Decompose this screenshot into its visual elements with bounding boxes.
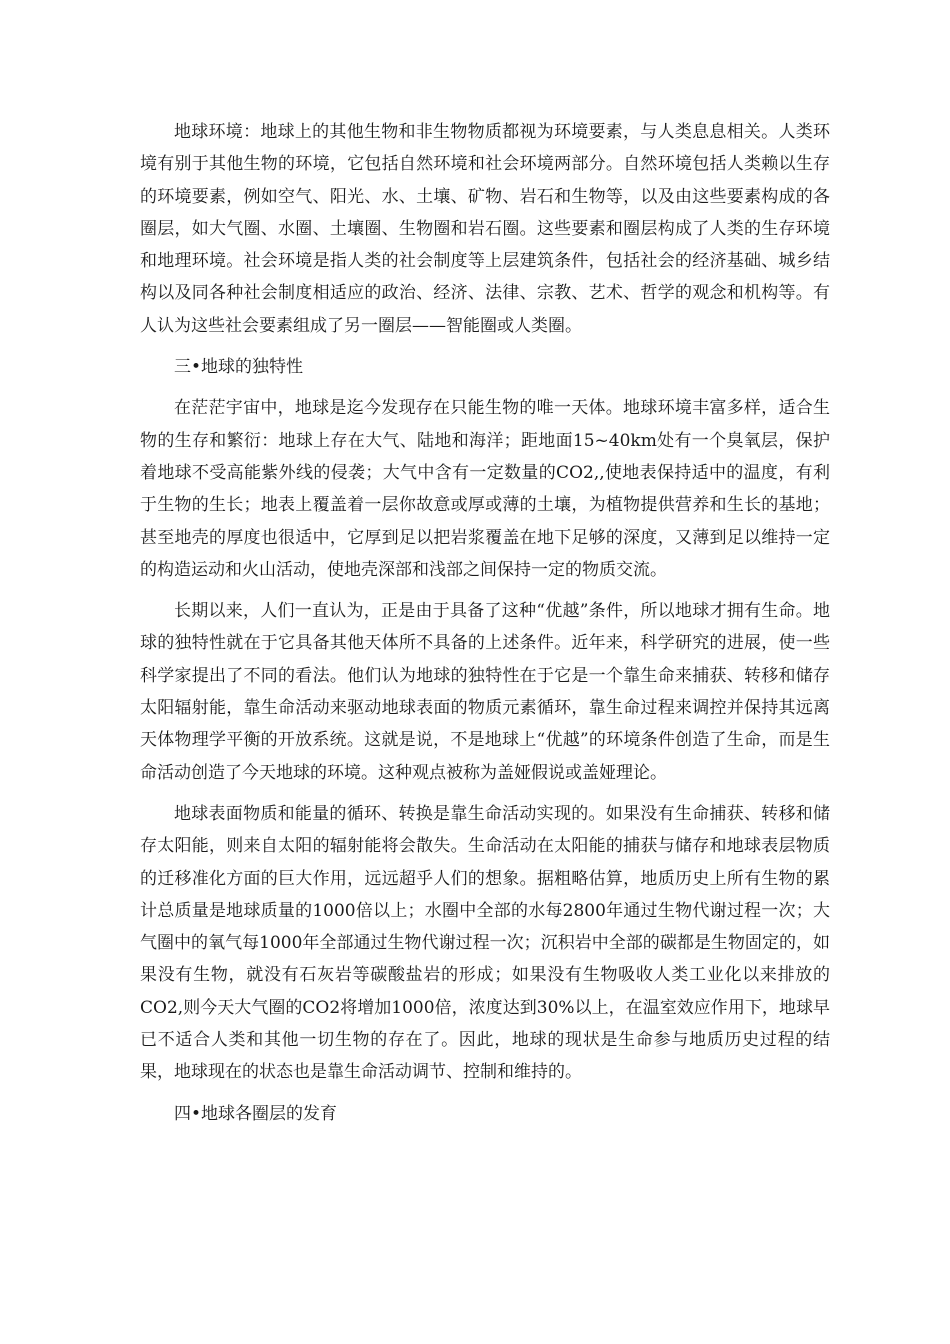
paragraph-earth-environment: 地球环境：地球上的其他生物和非生物物质都视为环境要素，与人类息息相关。人类环境有别于其他生物的环境，它包括自然环境和社会环境两部分。自然环境包括人类赖以生存的环境要素，例如空气、阳光、水、土壤、矿物、岩石和生物等，以及由这些要素构成的各圈层，如大气圈、水圈、土壤圈、生物圈和岩石圈。这些要素和圈层构成了人类的生存环境和地理环境。社会环境是指人类的社会制度等上层建筑条件，包括社会的经济基础、城乡结构以及同各种社会制度相适应的政治、经济、法律、宗教、艺术、哲学的观念和机构等。有人认为这些社会要素组成了另一圈层——智能圈或人类圈。 [140,122,830,336]
paragraph-life-activity: 地球表面物质和能量的循环、转换是靠生命活动实现的。如果没有生命捕获、转移和储存太阳能，则来自太阳的辐射能将会散失。生命活动在太阳能的捕获与储存和地球表层物质的迁移准化方面的巨大作用，远远超乎人们的想象。据粗略估算，地质历史上所有生物的累计总质量是地球质量的1000倍以上；水圈中全部的水每2800年通过生物代谢过程一次；大气圈中的氧气每1000年全部通过生物代谢过程一次；沉积岩中全部的碳都是生物固定的，如果没有生物，就没有石灰岩等碳酸盐岩的形成；如果没有生物吸收人类工业化以来排放的CO2,则今天大气圈的CO2将增加1000倍，浓度达到30%以上，在温室效应作用下，地球早已不适合人类和其他一切生物的存在了。因此，地球的现状是生命参与地质历史过程的结果，地球现在的状态也是靠生命活动调节、控制和维持的。 [140,803,830,1083]
section-heading-earth-uniqueness: 三•地球的独特性 [174,357,304,378]
document-body [140,116,830,1139]
paragraph-gaia-hypothesis: 长期以来，人们一直认为，正是由于具备了这种“优越”条件，所以地球才拥有生命。地球的独特性就在于它具备其他天体所不具备的上述条件。近年来，科学研究的进展，使一些科学家提出了不同的看法。他们认为地球的独特性在于它是一个靠生命来捕获、转移和储存太阳辐射能，靠生命活动来驱动地球表面的物质元素循环，靠生命过程来调控并保持其远离天体物理学平衡的开放系统。这就是说，不是地球上“优越”的环境条件创造了生命，而是生命活动创造了今天地球的环境。这种观点被称为盖娅假说或盖娅理论。 [140,601,830,783]
paragraph-earth-uniqueness: 在茫茫宇宙中，地球是迄今发现存在只能生物的唯一天体。地球环境丰富多样，适合生物的生存和繁衍：地球上存在大气、陆地和海洋；距地面15~40km处有一个臭氧层，保护着地球不受高能紫外线的侵袭；大气中含有一定数量的CO2,,使地表保持适中的温度，有利于生物的生长；地表上覆盖着一层你故意或厚或薄的土壤，为植物提供营养和生长的基地；甚至地壳的厚度也很适中，它厚到足以把岩浆覆盖在地下足够的深度，又薄到足以维持一定的构造运动和火山活动，使地壳深部和浅部之间保持一定的物质交流。 [140,398,830,580]
section-heading-earth-spheres: 四•地球各圈层的发育 [174,1103,338,1124]
